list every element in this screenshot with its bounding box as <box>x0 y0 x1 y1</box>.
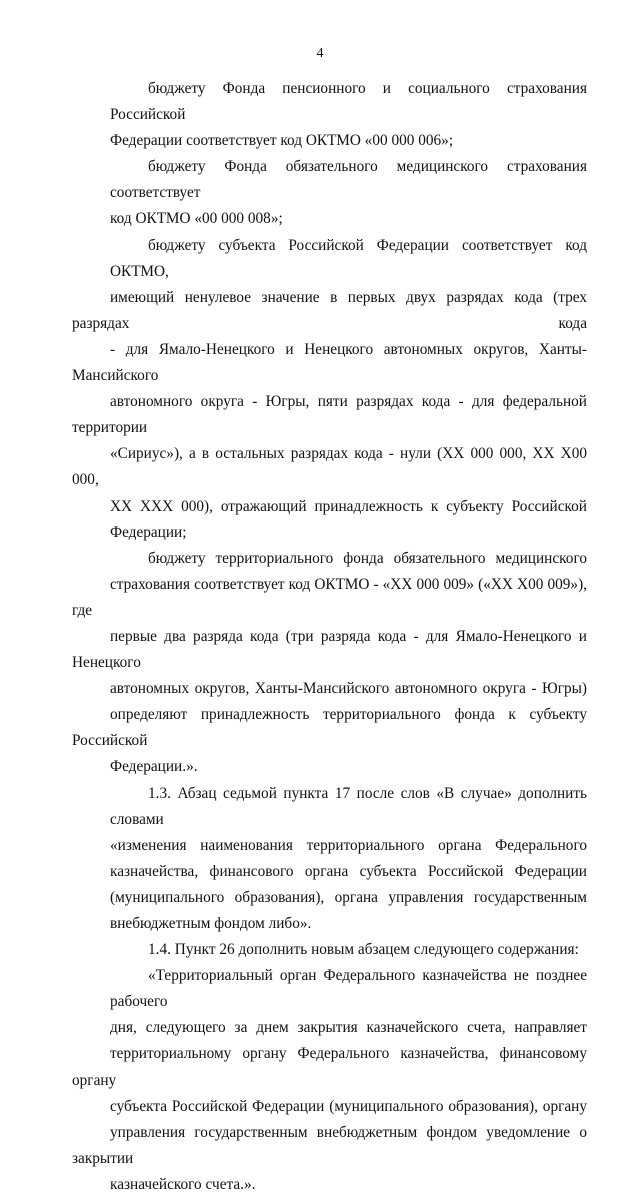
text-line: бюджету субъекта Российской Федерации соответствует код ОКТМО, <box>110 236 587 280</box>
text-line: 1.3. Абзац седьмой пункта 17 после слов «В случае» дополнить словами <box>110 784 587 828</box>
text-line: «Сириус»), а в остальных разрядах кода - нули (XX 000 000, XX X00 000, <box>72 445 587 489</box>
paragraph-territorial-fund <box>72 546 587 781</box>
text-line: - для Ямало-Ненецкого и Ненецкого автономных округов, Ханты-Мансийского <box>72 340 587 385</box>
text-line: Федерации.». <box>110 758 198 776</box>
text-line: XX XXX 000), отражающий принадлежность к субъекту Российской <box>110 497 587 515</box>
paragraph-new-clause <box>72 963 587 1198</box>
text-line: управления государственным внебюджетным фондом уведомление о закрытии <box>72 1123 587 1167</box>
text-line: казначейства, финансового органа субъекта Российской Федерации <box>110 862 587 880</box>
text-line: первые два разряда кода (три разряда кода - для Ямало-Ненецкого и Ненецкого <box>72 627 587 672</box>
paragraph-pension-fund <box>72 76 587 154</box>
text-line: «Территориальный орган Федерального казначейства не позднее рабочего <box>110 967 587 1011</box>
text-line: страхования соответствует код ОКТМО - «XX 000 009» («XX X00 009»), где <box>72 575 587 619</box>
paragraph-subject-budget <box>72 233 587 546</box>
text-line: Федерации; <box>110 523 187 541</box>
text-line: бюджету территориального фонда обязательного медицинского <box>148 549 587 567</box>
paragraph-item-1-4 <box>72 937 587 963</box>
text-line: имеющий ненулевое значение в первых двух разрядах кода (трех разрядах кода <box>72 288 587 332</box>
text-line: внебюджетным фондом либо». <box>110 915 312 932</box>
text-line: «изменения наименования территориального органа Федерального <box>110 836 587 854</box>
text-line: территориальному органу Федерального казначейства, финансовому органу <box>72 1045 587 1089</box>
text-line: бюджету Фонда пенсионного и социального страхования Российской <box>110 80 587 124</box>
text-line: автономного округа - Югры, пяти разрядах кода - для федеральной территории <box>72 393 587 437</box>
text-line: (муниципального образования), органа управления государственным <box>110 888 587 906</box>
page-number: 4 <box>316 46 324 61</box>
text-line: субъекта Российской Федерации (муниципального образования), органу <box>110 1097 587 1115</box>
text-line: определяют принадлежность территориального фонда к субъекту Российской <box>72 706 587 750</box>
text-line: дня, следующего за днем закрытия казначейского счета, направляет <box>110 1019 587 1037</box>
text-line: бюджету Фонда обязательного медицинского страхования соответствует <box>110 158 587 202</box>
text-line: казначейского счета.». <box>110 1175 256 1193</box>
paragraph-item-1-3 <box>72 781 587 938</box>
text-line: код ОКТМО «00 000 008»; <box>110 210 283 228</box>
paragraph-medical-fund <box>72 154 587 232</box>
document-body <box>72 76 587 1198</box>
text-line: Федерации соответствует код ОКТМО «00 000 006»; <box>110 132 454 150</box>
text-line: 1.4. Пункт 26 дополнить новым абзацем следующего содержания: <box>148 941 579 959</box>
text-line: автономных округов, Ханты-Мансийского автономного округа - Югры) <box>110 680 587 698</box>
